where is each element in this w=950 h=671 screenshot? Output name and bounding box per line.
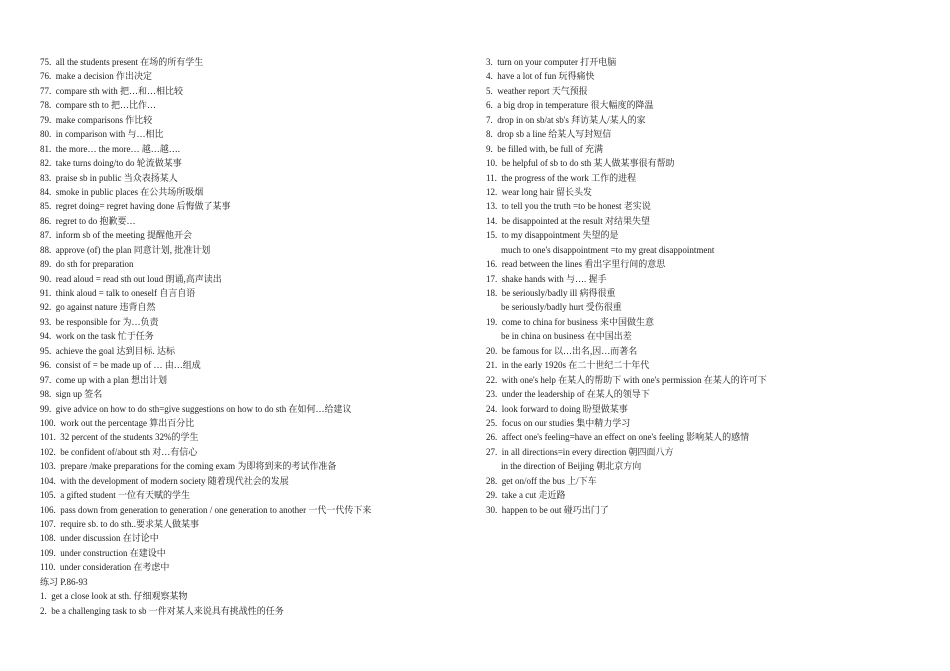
phrase-text: regret doing= regret having done 后悔做了某事 <box>55 201 231 212</box>
phrase-text: take turns doing/to do 轮流做某事 <box>55 158 182 169</box>
item-number: 28. <box>486 475 498 486</box>
item-number: 5. <box>486 85 493 96</box>
phrase-text: shake hands with 与…. 握手 <box>501 273 607 284</box>
item-number: 89. <box>40 259 52 270</box>
phrase-line <box>486 171 926 185</box>
phrase-text: be confident of/about sth 对…有信心 <box>60 446 198 457</box>
left-column <box>40 55 460 618</box>
phrase-line <box>486 344 926 358</box>
phrase-line <box>486 474 926 488</box>
phrase-text: compare sth to 把…比作… <box>55 100 156 111</box>
phrase-line <box>40 589 460 603</box>
item-number: 13. <box>486 201 498 212</box>
item-number: 96. <box>40 360 52 371</box>
item-number: 83. <box>40 172 52 183</box>
phrase-line <box>40 156 460 170</box>
phrase-line <box>486 387 926 401</box>
phrase-line <box>40 402 460 416</box>
phrase-text: require sb. to do sth..要求某人做某事 <box>60 519 199 529</box>
phrase-line <box>486 142 926 156</box>
phrase-text: to tell you the truth =to be honest 老实说 <box>501 201 651 212</box>
item-number: 99. <box>40 403 52 414</box>
item-number: 18. <box>486 288 498 298</box>
phrase-line <box>486 402 926 416</box>
phrase-line <box>40 55 460 69</box>
phrase-line <box>486 98 926 112</box>
phrase-text: under consideration 在考虑中 <box>59 562 170 573</box>
phrase-text: go against nature 违背自然 <box>55 302 156 313</box>
phrase-line <box>486 416 926 430</box>
phrase-line <box>40 560 460 574</box>
phrase-text: be filled with, be full of 充满 <box>497 143 603 154</box>
item-number: 104. <box>40 475 56 486</box>
phrase-text: sign up 签名 <box>55 389 103 400</box>
item-number: 102. <box>40 446 56 457</box>
phrase-text: be in china on business 在中国出差 <box>501 331 632 342</box>
phrase-text: under construction 在建设中 <box>60 547 166 558</box>
phrase-text: in the early 1920s 在二十世纪二十年代 <box>501 360 650 371</box>
item-number: 19. <box>486 316 498 327</box>
phrase-line <box>40 84 460 98</box>
item-number: 2. <box>40 605 47 616</box>
phrase-line <box>40 416 460 430</box>
phrase-line <box>40 445 460 459</box>
item-number: 78. <box>40 100 52 111</box>
phrase-line <box>486 315 926 329</box>
item-number: 81. <box>40 143 52 154</box>
item-number: 106. <box>40 504 56 515</box>
phrase-text: make comparisons 作比较 <box>55 114 153 125</box>
item-number: 8. <box>486 129 493 140</box>
item-number: 90. <box>40 273 52 284</box>
phrase-line <box>40 474 460 488</box>
item-number: 85. <box>40 201 52 212</box>
phrase-line <box>486 214 926 228</box>
item-number: 24. <box>486 403 498 414</box>
item-number: 16. <box>486 259 498 270</box>
phrase-text: work on the task 忙于任务 <box>55 331 154 342</box>
item-number: 84. <box>40 186 52 197</box>
phrase-text: the progress of the work 工作的进程 <box>501 172 637 183</box>
phrase-text: smoke in public places 在公共场所吸烟 <box>55 186 204 197</box>
phrase-line <box>40 185 460 199</box>
phrase-line <box>40 315 460 329</box>
phrase-line <box>40 69 460 83</box>
phrase-text: a gifted student 一位有天赋的学生 <box>60 490 190 501</box>
item-number: 105. <box>40 490 56 501</box>
phrase-line <box>486 272 926 286</box>
item-number: 75. <box>40 57 52 67</box>
item-number: 10. <box>486 158 498 169</box>
phrase-text: work out the percentage 算出百分比 <box>60 417 195 428</box>
phrase-text: drop in on sb/at sb's 拜访某人/某人的家 <box>497 114 646 125</box>
item-number: 30. <box>486 504 498 515</box>
phrase-line <box>486 358 926 372</box>
phrase-text: take a cut 走近路 <box>501 490 566 501</box>
phrase-line <box>486 373 926 387</box>
item-number: 108. <box>40 533 56 544</box>
item-number: 14. <box>486 215 498 226</box>
phrase-text: under the leadership of 在某人的领导下 <box>501 389 650 400</box>
item-number: 29. <box>486 490 498 501</box>
phrase-text: happen to be out 碰巧出门了 <box>501 504 609 515</box>
item-number: 100. <box>40 417 56 428</box>
phrase-line <box>40 604 460 618</box>
item-number: 4. <box>486 71 493 82</box>
phrase-text: get on/off the bus 上/下车 <box>501 475 597 486</box>
phrase-text: a big drop in temperature 很大幅度的降温 <box>497 100 654 111</box>
phrase-text: get a close look at sth. 仔细观察某物 <box>51 591 188 602</box>
phrase-text: drop sb a line 给某人写封短信 <box>497 129 612 140</box>
phrase-line <box>40 142 460 156</box>
phrase-text: be disappointed at the result 对结果失望 <box>501 215 650 226</box>
item-number: 11. <box>486 172 497 183</box>
phrase-text: consist of = be made up of … 由…组成 <box>55 360 201 371</box>
phrase-line <box>486 84 926 98</box>
phrase-text: wear long hair 留长头发 <box>501 186 592 197</box>
item-number: 76. <box>40 71 52 82</box>
item-number: 20. <box>486 345 498 356</box>
phrase-text: be helpful of sb to do sth 某人做某事很有帮助 <box>501 158 675 169</box>
item-number: 91. <box>40 288 52 298</box>
phrase-text: regret to do 抱歉要… <box>55 215 136 226</box>
phrase-line <box>40 214 460 228</box>
phrase-line <box>40 459 460 473</box>
phrase-text: think aloud = talk to oneself 自言自语 <box>55 288 196 298</box>
item-number: 21. <box>486 360 498 371</box>
phrase-line <box>40 575 460 589</box>
item-number: 26. <box>486 432 498 443</box>
phrase-line <box>486 286 926 300</box>
item-number: 103. <box>40 461 56 472</box>
phrase-text: 32 percent of the students 32%的学生 <box>60 432 199 443</box>
phrase-text: be seriously/badly ill 病得很重 <box>501 288 616 298</box>
phrase-text: prepare /make preparations for the coming exam 为即将到来的考试作准备 <box>60 461 337 472</box>
phrase-line <box>40 329 460 343</box>
phrase-text: pass down from generation to generation / one generation to another 一代一代传下来 <box>60 504 372 515</box>
phrase-line <box>486 55 926 69</box>
item-number: 7. <box>486 114 493 125</box>
phrase-text: with one's help 在某人的帮助下 with one's permission 在某人的许可下 <box>501 374 767 385</box>
item-number: 88. <box>40 244 52 255</box>
item-number: 80. <box>40 129 52 140</box>
phrase-text: be responsible for 为…负责 <box>55 316 159 327</box>
phrase-text: turn on your computer 打开电脑 <box>497 57 617 67</box>
phrase-line <box>40 387 460 401</box>
phrase-line <box>40 199 460 213</box>
phrase-text: 练习 P.86-93 <box>40 576 88 587</box>
phrase-line <box>40 430 460 444</box>
phrase-line <box>486 459 926 473</box>
phrase-text: the more… the more… 越…越…. <box>55 143 180 154</box>
item-number: 77. <box>40 85 52 96</box>
phrase-line <box>40 373 460 387</box>
item-number: 98. <box>40 389 52 400</box>
phrase-line <box>40 171 460 185</box>
phrase-line <box>40 257 460 271</box>
item-number: 9. <box>486 143 493 154</box>
item-number: 17. <box>486 273 498 284</box>
phrase-line <box>486 127 926 141</box>
item-number: 6. <box>486 100 493 111</box>
item-number: 82. <box>40 158 52 169</box>
phrase-line <box>40 517 460 531</box>
phrase-text: come up with a plan 想出计划 <box>55 374 167 385</box>
phrase-text: achieve the goal 达到目标. 达标 <box>55 345 175 356</box>
phrase-line <box>40 228 460 242</box>
phrase-text: make a decision 作出决定 <box>55 71 152 82</box>
phrase-text: under discussion 在讨论中 <box>60 533 159 544</box>
phrase-line <box>40 531 460 545</box>
phrase-line <box>40 488 460 502</box>
phrase-text: give advice on how to do sth=give suggestions on how to do sth 在如何…给建议 <box>55 403 352 414</box>
item-number: 107. <box>40 519 56 529</box>
phrase-line <box>40 503 460 517</box>
phrase-line <box>486 69 926 83</box>
item-number: 22. <box>486 374 498 385</box>
item-number: 23. <box>486 389 498 400</box>
phrase-line <box>40 98 460 112</box>
phrase-text: approve (of) the plan 同意计划, 批准计划 <box>55 244 211 255</box>
phrase-text: read between the lines 看出字里行间的意思 <box>501 259 666 270</box>
phrase-line <box>40 546 460 560</box>
phrase-text: with the development of modern society 随着现代社会的发展 <box>60 475 289 486</box>
phrase-line <box>40 272 460 286</box>
item-number: 110. <box>40 562 56 573</box>
phrase-line <box>40 286 460 300</box>
phrase-line <box>486 503 926 517</box>
phrase-line <box>40 113 460 127</box>
item-number: 93. <box>40 316 52 327</box>
item-number: 3. <box>486 57 493 67</box>
item-number: 79. <box>40 114 52 125</box>
phrase-line <box>486 243 926 257</box>
phrase-line <box>40 358 460 372</box>
phrase-line <box>486 185 926 199</box>
item-number: 86. <box>40 215 52 226</box>
item-number: 15. <box>486 230 498 241</box>
phrase-line <box>486 257 926 271</box>
phrase-line <box>486 488 926 502</box>
item-number: 27. <box>486 446 498 457</box>
item-number: 109. <box>40 547 56 558</box>
right-column <box>486 55 926 517</box>
phrase-text: be famous for 以…出名,因…而著名 <box>501 345 638 356</box>
phrase-text: all the students present 在场的所有学生 <box>55 57 204 67</box>
phrase-line <box>40 344 460 358</box>
phrase-text: weather report 天气预报 <box>497 85 588 96</box>
phrase-line <box>486 228 926 242</box>
phrase-line <box>486 445 926 459</box>
phrase-text: much to one's disappointment =to my great disappointment <box>501 244 715 255</box>
phrase-line <box>486 430 926 444</box>
phrase-line <box>486 156 926 170</box>
phrase-text: to my disappointment 失望的是 <box>501 230 619 241</box>
item-number: 95. <box>40 345 52 356</box>
phrase-text: be seriously/badly hurt 受伤很重 <box>501 302 622 313</box>
phrase-text: praise sb in public 当众表扬某人 <box>55 172 178 183</box>
item-number: 25. <box>486 417 498 428</box>
item-number: 94. <box>40 331 52 342</box>
phrase-text: in the direction of Beijing 朝北京方向 <box>501 461 642 472</box>
phrase-line <box>486 199 926 213</box>
phrase-text: compare sth with 把…和…相比较 <box>55 85 183 96</box>
item-number: 92. <box>40 302 52 313</box>
item-number: 101. <box>40 432 56 443</box>
phrase-text: focus on our studies 集中精力学习 <box>501 417 631 428</box>
phrase-text: in all directions=in every direction 朝四面八方 <box>501 446 674 457</box>
item-number: 1. <box>40 591 47 602</box>
phrase-text: be a challenging task to sb 一件对某人来说具有挑战性的任务 <box>51 605 284 616</box>
phrase-line <box>486 300 926 314</box>
phrase-text: read aloud = read sth out loud 朗诵,高声读出 <box>55 273 222 284</box>
phrase-line <box>40 243 460 257</box>
phrase-text: have a lot of fun 玩得痛快 <box>497 71 595 82</box>
phrase-text: affect one's feeling=have an effect on one's feeling 影响某人的感情 <box>501 432 750 443</box>
phrase-text: in comparison with 与…相比 <box>55 129 164 140</box>
item-number: 12. <box>486 186 498 197</box>
phrase-line <box>40 300 460 314</box>
phrase-line <box>40 127 460 141</box>
phrase-text: do sth for preparation <box>55 259 134 270</box>
phrase-text: come to china for business 来中国做生意 <box>501 316 654 327</box>
phrase-line <box>486 329 926 343</box>
item-number: 97. <box>40 374 52 385</box>
phrase-text: look forward to doing 盼望做某事 <box>501 403 628 414</box>
item-number: 87. <box>40 230 52 241</box>
phrase-text: inform sb of the meeting 提醒他开会 <box>55 230 192 241</box>
phrase-line <box>486 113 926 127</box>
